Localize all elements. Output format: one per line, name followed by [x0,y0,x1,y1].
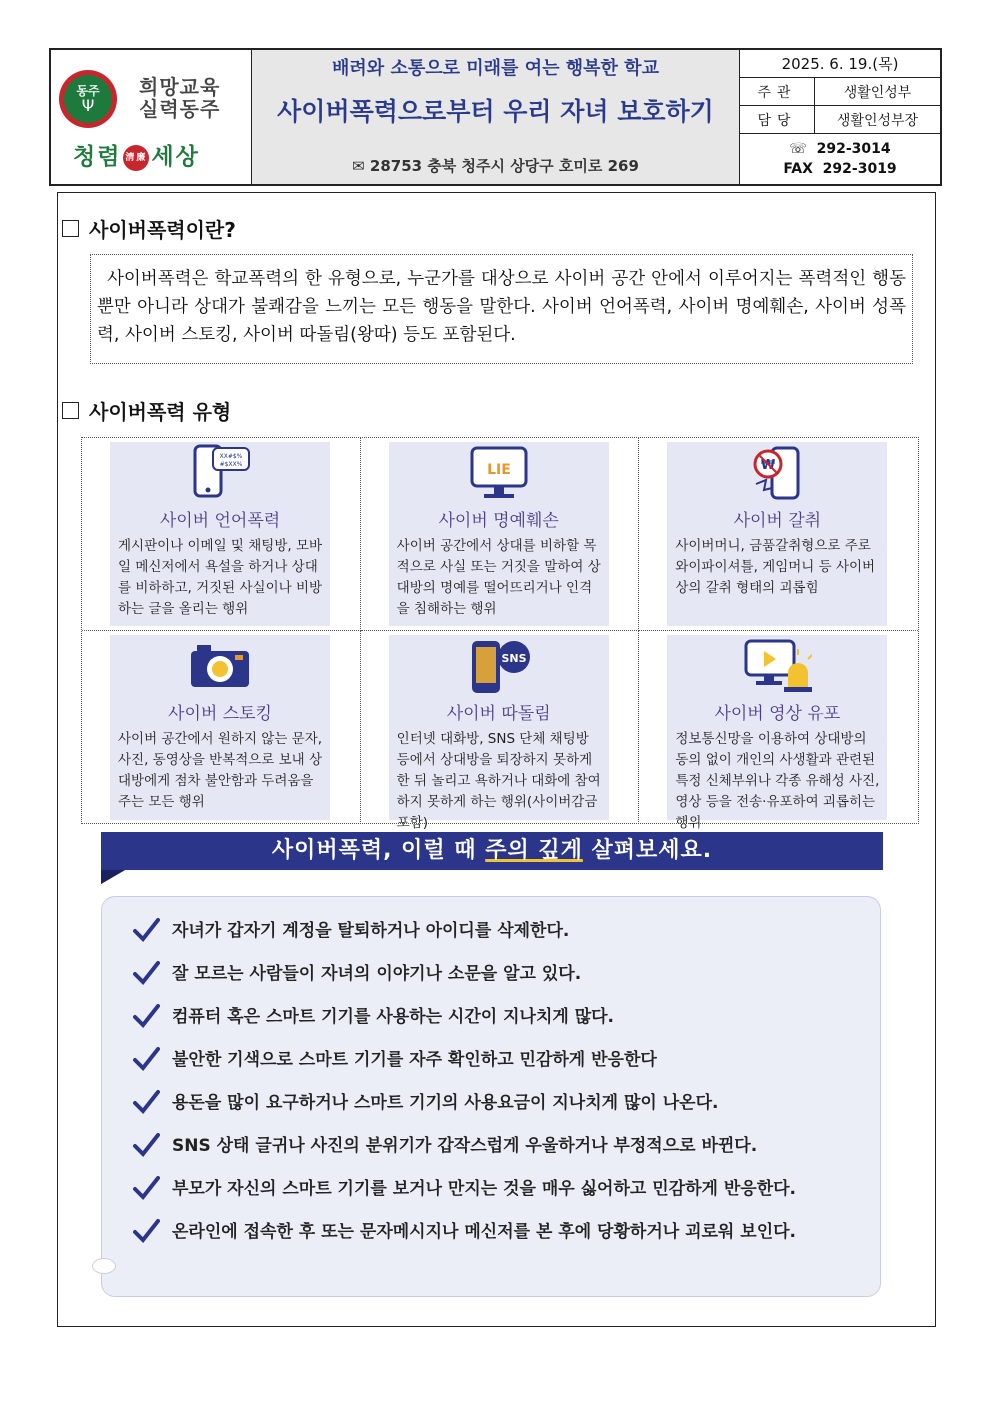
type-cell [361,631,640,831]
integrity-slogan [73,138,200,171]
checkmark-icon [132,1089,160,1115]
motto-line-2: 실력동주 [139,97,221,121]
type-card [389,442,609,626]
violence-types-grid [81,437,919,831]
checklist-item [132,1044,856,1077]
checkbox-square-icon [62,220,79,237]
page-title: 사이버폭력으로부터 우리 자녀 보호하기 [277,97,714,126]
type-card [110,442,330,626]
manager-label: 주관 [740,78,815,105]
type-title: 사이버 영상 유포 [714,704,841,724]
checklist-item [132,1130,856,1163]
mail-icon: ✉ [352,157,370,175]
type-description: 사이버머니, 금품갈취형으로 주로 와이파이셔틀, 게임머니 등 사이버상의 갈취 형태의 괴롭힘 [675,538,876,596]
banner-highlight: 주의 깊게 [485,838,583,863]
school-logo-area [51,50,252,184]
charge-label: 담당 [740,106,815,133]
type-description: 사이버 공간에서 상대를 비하할 목적으로 사실 또는 거짓을 말하여 상대방의 명예를 떨어뜨리거나 인격을 침해하는 행위 [396,538,601,617]
checklist-item [132,1001,856,1034]
checkbox-square-icon [62,402,79,419]
svg-text:#$XX%: #$XX% [219,461,243,468]
checkmark-icon [132,960,160,986]
tel-number: 292-3014 [816,141,891,157]
fax-number: 292-3019 [822,161,897,177]
monitor-alarm-icon [742,637,812,695]
types-heading: 사이버폭력 유형 [89,400,232,424]
header-info-table [740,50,940,184]
sns-text: SNS [501,652,527,665]
type-description: 사이버 공간에서 원하지 않는 문자, 사진, 동영상을 반복적으로 보내 상대방에게 점차 불안함과 두려움을 주는 모든 행위 [118,731,323,810]
type-description: 인터넷 대화방, SNS 단체 채팅방 등에서 상대방을 퇴장하지 못하게 한 뒤 놀리고 욕하거나 대화에 참여하지 못하게 하는 행위(사이버감금 포함) [396,731,601,831]
checkmark-icon [132,1046,160,1072]
phone-sns-icon [464,637,534,695]
issue-date: 2025. 6. 19.(목) [740,50,940,78]
type-cell [82,438,361,631]
type-cell [361,438,640,631]
type-cell [639,631,918,831]
checklist-item [132,1173,856,1206]
document-header [49,48,942,186]
checkmark-icon [132,1132,160,1158]
checklist-item [132,1216,856,1249]
checkmark-icon [132,1175,160,1201]
checklist-text: 잘 모르는 사람들이 자녀의 이야기나 소문을 알고 있다. [172,964,582,984]
type-cell [639,438,918,631]
manager-value: 생활인성부 [843,84,912,101]
checklist-item [132,958,856,991]
checklist-text: 부모가 자신의 스마트 기기를 보거나 만지는 것을 매우 싫어하고 민감하게 반응한다. [172,1179,796,1199]
banner-text-after: 살펴보세요. [582,838,713,863]
phone-chat-icon [185,444,255,502]
slogan-right: 세상 [151,143,200,170]
manager-row [740,78,940,106]
type-title: 사이버 갈취 [733,511,822,531]
charge-row [740,106,940,134]
checklist-text: SNS 상태 글귀나 사진의 분위기가 갑작스럽게 우울하거나 부정적으로 바뀐다. [172,1136,758,1156]
section-heading-definition [62,214,236,243]
contact-info [740,134,940,184]
checklist-text: 용돈을 많이 요구하거나 스마트 기기의 사용요금이 지나치게 많이 나온다. [172,1093,719,1113]
address-text: 28753 충북 청주시 상당구 호미로 269 [369,157,639,175]
lie-text: LIE [486,462,511,478]
monitor-lie-icon [464,444,534,502]
type-title: 사이버 명예훼손 [438,511,559,531]
banner-text [101,832,883,870]
slogan-mid: 淸廉 [123,145,149,171]
type-title: 사이버 따돌림 [446,704,551,724]
type-description: 정보통신망을 이용하여 상대방의 동의 없이 개인의 사생활과 관련된 특정 신체부위나 각종 유해성 사진, 영상 등을 전송·유포하여 괴롭히는 행위 [675,731,880,831]
checklist-text: 컴퓨터 혹은 스마트 기기를 사용하는 시간이 지나치게 많다. [172,1007,615,1027]
checklist-item [132,915,856,948]
type-card [667,635,887,831]
definition-text: 사이버폭력은 학교폭력의 한 유형으로, 누군가를 대상으로 사이버 공간 안에서 이루어지는 폭력적인 행동뿐만 아니라 상대가 불쾌감을 느끼는 모든 행동을 말한다. 사이버 언어폭력, 사이버 명예훼손, 사이버 성폭력, 사이버 스토킹, 사이버 따돌림(왕따) 등도 포함된다. [97,269,906,345]
checkmark-icon [132,1218,160,1244]
charge-value: 생활인성부장 [836,112,919,129]
type-card [667,442,887,626]
slogan-left: 청렴 [73,143,122,170]
emblem-text: 동주 [76,83,100,98]
type-card [389,635,609,831]
page-curl-decoration [92,1258,116,1274]
checklist-text: 자녀가 갑자기 계정을 탈퇴하거나 아이디를 삭제한다. [172,921,570,941]
section-heading-types [62,396,231,425]
caution-banner [101,832,883,884]
motto-line-1: 희망교육 [139,75,221,99]
checkmark-icon [132,917,160,943]
checklist-text: 온라인에 접속한 후 또는 문자메시지나 메신저를 본 후에 당황하거나 괴로워 보인다. [172,1222,796,1242]
camera-icon [185,637,255,695]
checklist-text: 불안한 기색으로 스마트 기기를 자주 확인하고 민감하게 반응한다 [172,1050,657,1070]
type-title: 사이버 언어폭력 [159,511,281,531]
checkmark-icon [132,1003,160,1029]
school-emblem-icon: 동주 Ψ [59,70,117,128]
school-vision: 배려와 소통으로 미래를 여는 행복한 학교 [332,58,659,79]
type-cell [82,631,361,824]
checklist-item [132,1087,856,1120]
chat-icon-text: XX#$% [219,453,243,460]
definition-heading: 사이버폭력이란? [89,218,236,242]
type-card [110,635,330,820]
banner-text-before: 사이버폭력, 이럴 때 [271,838,486,863]
type-title: 사이버 스토킹 [168,704,272,724]
school-address [252,155,739,176]
warning-checklist [101,896,881,1297]
type-description: 게시판이나 이메일 및 채팅방, 모바일 메신저에서 욕설을 하거나 상대를 비하하고, 거짓된 사실이나 비방하는 글을 올리는 행위 [118,538,323,617]
header-title-area [252,50,740,184]
definition-box [90,254,913,364]
phone-won-icon [742,444,812,502]
fax-label: FAX [783,161,813,177]
telephone-icon: ☏ [789,141,817,157]
school-motto [139,76,220,120]
won-text: ₩ [761,458,776,473]
